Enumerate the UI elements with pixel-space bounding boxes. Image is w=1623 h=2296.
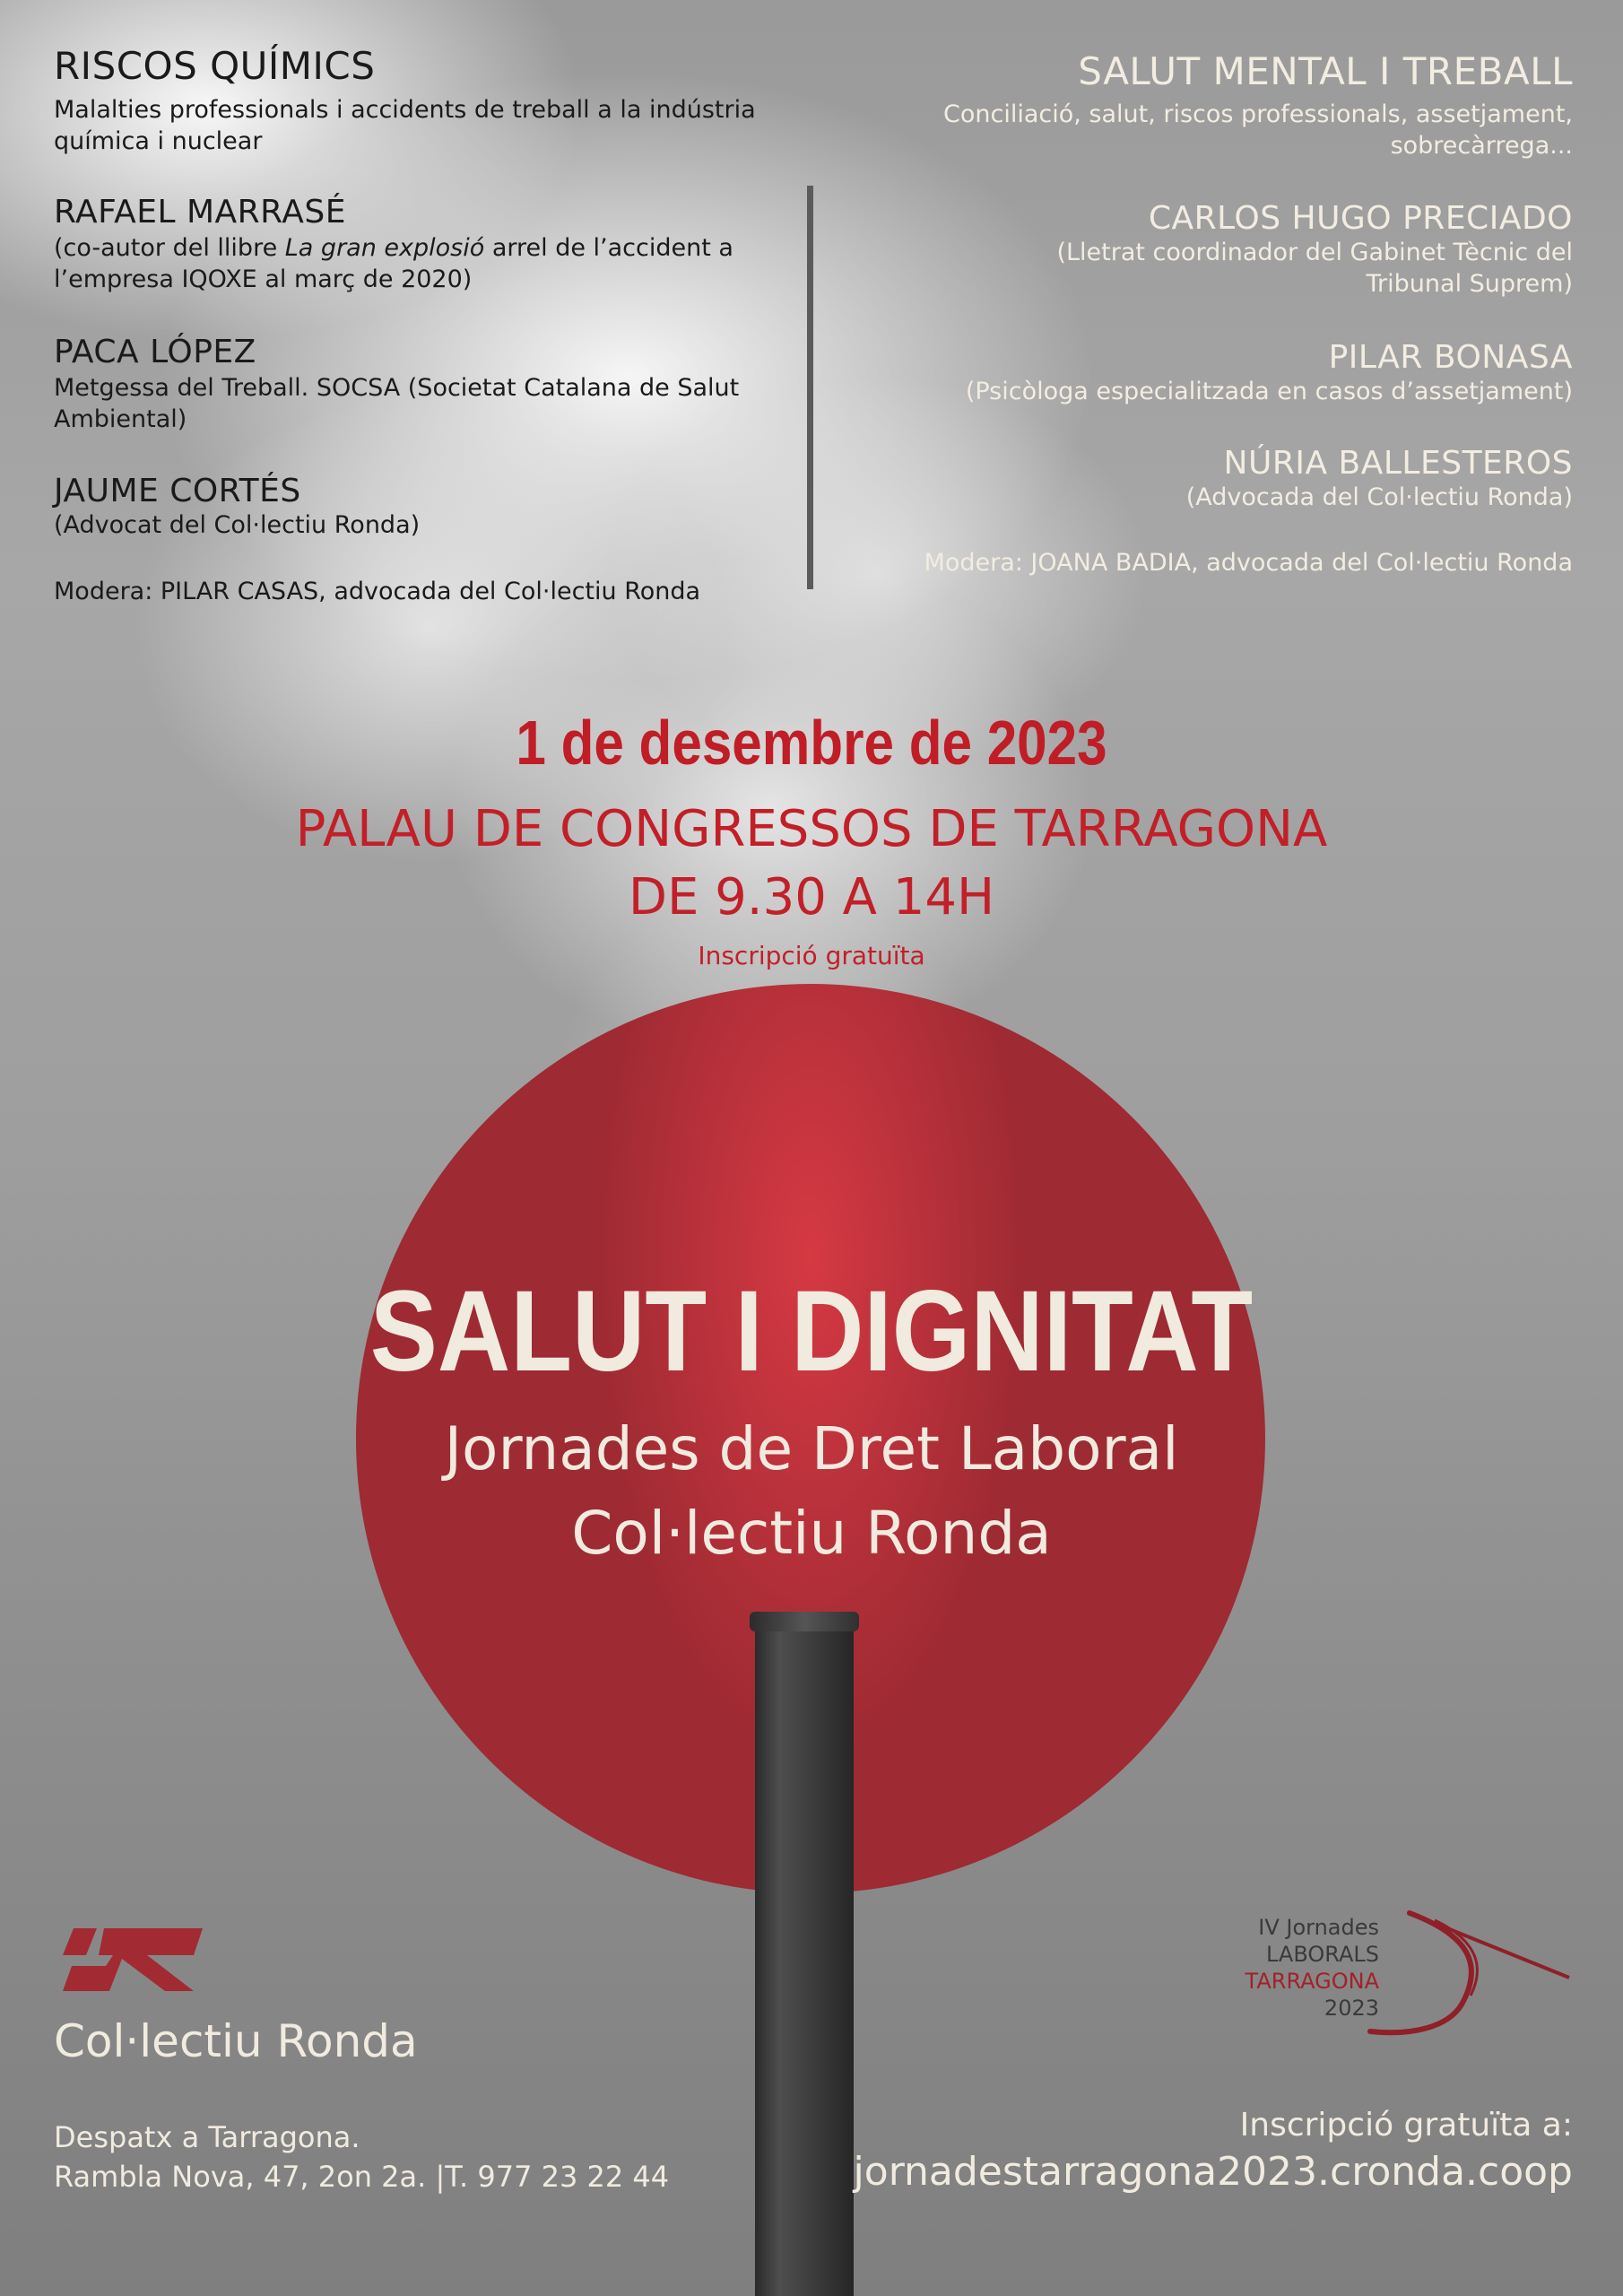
left-moderator: Modera: PILAR CASAS, advocada del Col·lectiu Ronda (54, 578, 701, 605)
event-free-registration: Inscripció gratuïta (698, 941, 925, 970)
chimney-rim (750, 1612, 859, 1631)
right-moderator: Modera: JOANA BADIA, advocada del Col·lectiu Ronda (924, 549, 1573, 577)
inscription-link[interactable]: jornadestarragona2023.cronda.coop (853, 2149, 1573, 2195)
inscription-label: Inscripció gratuïta a: (1239, 2107, 1573, 2144)
left-panel-subtitle-1: Malalties professionals i accidents de treball a la indústria (54, 96, 756, 124)
collectiu-ronda-logo-icon (59, 1919, 212, 2002)
column-divider (807, 186, 813, 589)
jornades-label-1: IV Jornades (1258, 1915, 1379, 1940)
speaker-name: CARLOS HUGO PRECIADO (1148, 200, 1573, 237)
jornades-label-3: TARRAGONA (1245, 1969, 1379, 1994)
speaker-name: JAUME CORTÉS (54, 473, 301, 509)
speaker-desc: (Lletrat coordinador del Gabinet Tècnic del (1056, 239, 1573, 266)
event-hours: DE 9.30 A 14H (628, 868, 995, 926)
speaker-name: PACA LÓPEZ (54, 334, 256, 370)
speaker-desc: (Advocat del Col·lectiu Ronda) (54, 511, 421, 539)
speaker-name: PILAR BONASA (1328, 339, 1573, 376)
speaker-desc: (co-autor del llibre La gran explosió arrel de l’accident a (54, 234, 733, 262)
speaker-desc: (Advocada del Col·lectiu Ronda) (1185, 483, 1573, 511)
address-line-1: Despatx a Tarragona. (54, 2120, 360, 2154)
speaker-name: NÚRIA BALLESTEROS (1223, 445, 1573, 482)
hero-title: SALUT I DIGNITAT (369, 1267, 1254, 1396)
speaker-desc: Metgessa del Treball. SOCSA (Societat Catalana de Salut (54, 374, 740, 402)
left-panel-title: RISCOS QUÍMICS (54, 44, 376, 88)
jornades-swoosh-icon (1327, 1906, 1578, 2040)
event-date: 1 de desembre de 2023 (516, 708, 1107, 778)
speaker-desc: l’empresa IQOXE al març de 2020) (54, 265, 473, 293)
hero-subtitle-2: Col·lectiu Ronda (571, 1499, 1052, 1568)
speaker-name: RAFAEL MARRASÉ (54, 194, 346, 230)
right-panel-subtitle-2: sobrecàrrega... (1390, 132, 1573, 160)
right-panel-title: SALUT MENTAL I TREBALL (1078, 49, 1573, 93)
address-line-2: Rambla Nova, 47, 2on 2a. |T. 977 23 22 44 (54, 2160, 670, 2194)
jornades-label-4: 2023 (1324, 1996, 1379, 2021)
speaker-desc: Tribunal Suprem) (1366, 270, 1573, 298)
left-panel-subtitle-2: química i nuclear (54, 127, 263, 155)
right-panel-subtitle-1: Conciliació, salut, riscos professionals, assetjament, (942, 100, 1573, 128)
speaker-desc: (Psicòloga especialitzada en casos d’assetjament) (965, 378, 1573, 405)
speaker-desc: Ambiental) (54, 405, 187, 433)
hero-subtitle-1: Jornades de Dret Laboral (444, 1414, 1179, 1483)
logo-text: Col·lectiu Ronda (54, 2015, 418, 2067)
book-title: La gran explosió (284, 234, 485, 262)
jornades-label-2: LABORALS (1266, 1942, 1379, 1967)
event-venue: PALAU DE CONGRESSOS DE TARRAGONA (295, 800, 1328, 858)
chimney-image (755, 1612, 854, 2296)
